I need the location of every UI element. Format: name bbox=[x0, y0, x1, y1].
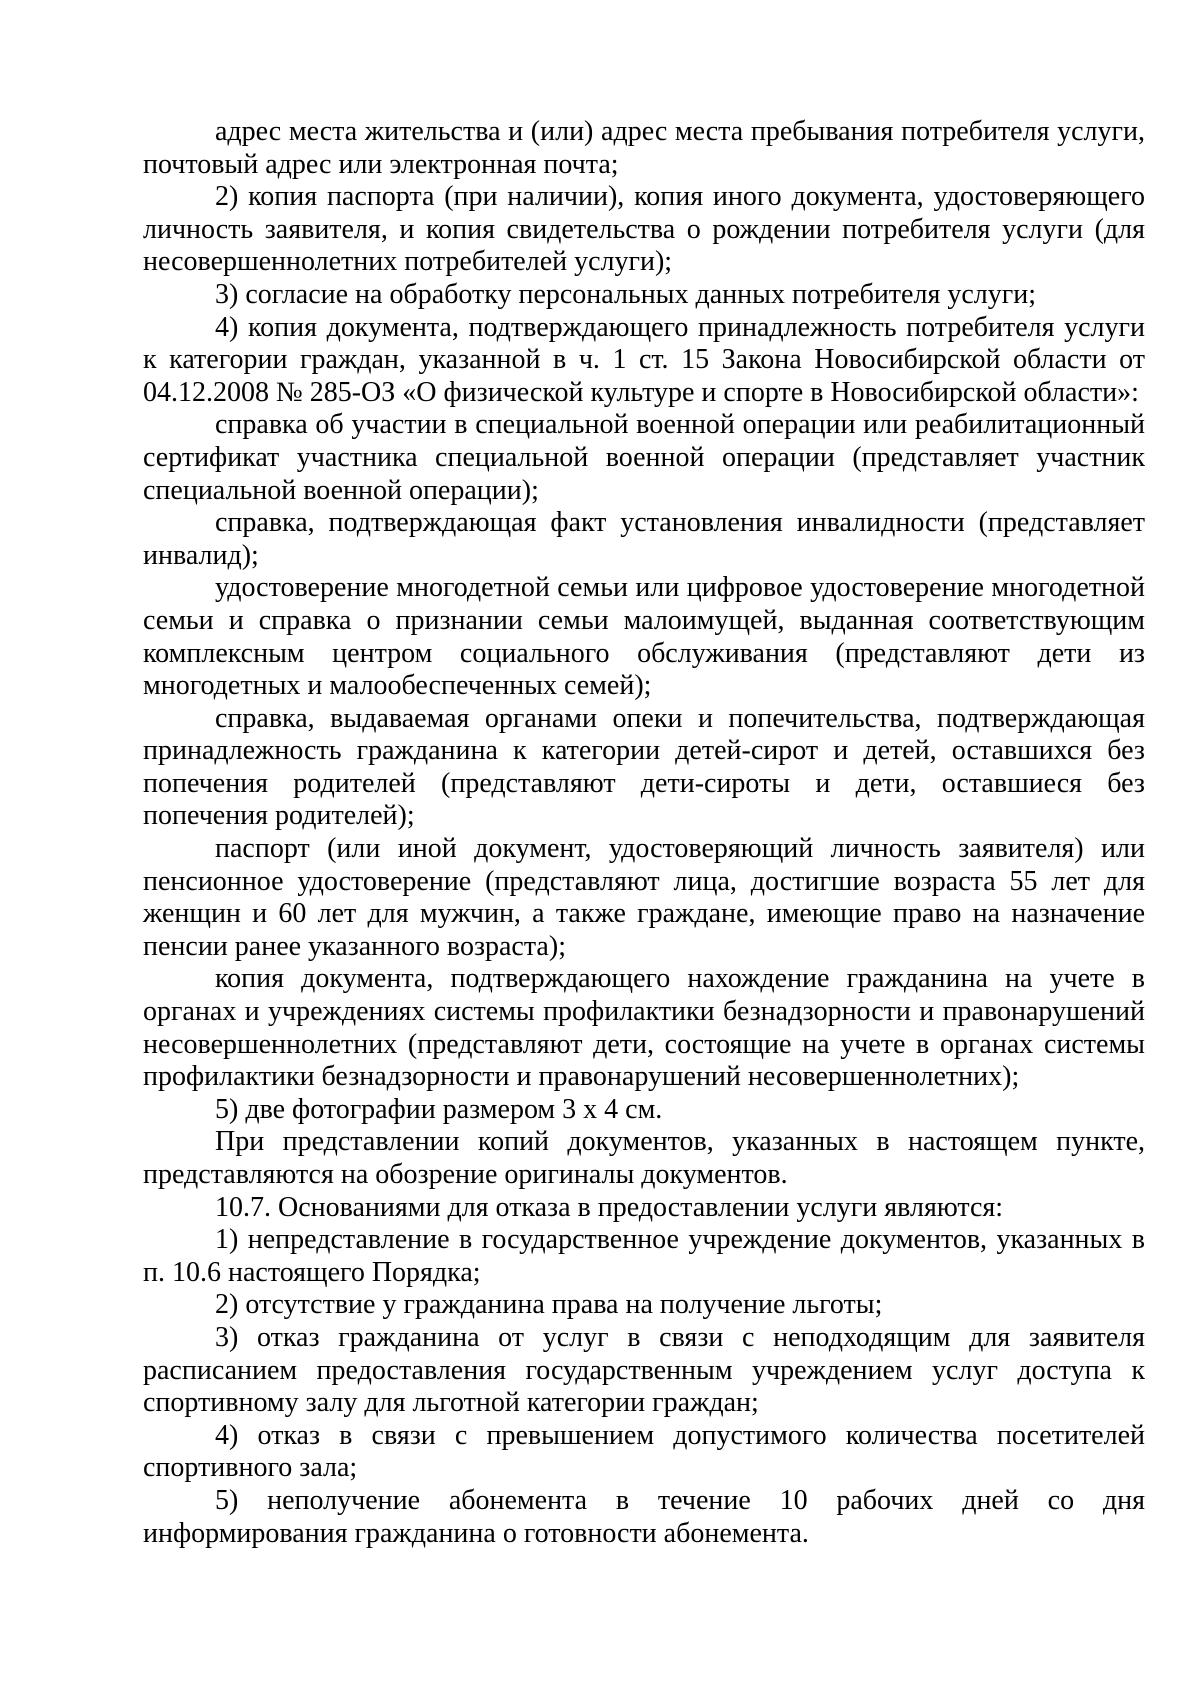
paragraph-item-4-category-document: 4) копия документа, подтверждающего принадлежность потребителя услуги к категории граждан, указанной в ч. 1 ст. 15 Закона Новосибирской области от 04.12.2008 № 285-ОЗ «О физической культуре и спорте в Новосибирской области»: bbox=[143, 311, 1145, 408]
paragraph-refusal-item-5: 5) неполучение абонемента в течение 10 рабочих дней со дня информирования гражданина о готовности абонемента. bbox=[143, 1484, 1145, 1549]
paragraph-item-2-passport-copy: 2) копия паспорта (при наличии), копия иного документа, удостоверяющего личность заявителя, и копия свидетельства о рождении потребителя услуги (для несовершеннолетних потребителей услуги); bbox=[143, 181, 1145, 278]
paragraph-residence-address: адрес места жительства и (или) адрес места пребывания потребителя услуги, почтовый адрес или электронная почта; bbox=[143, 116, 1145, 180]
paragraph-disability-certificate: справка, подтверждающая факт установления инвалидности (представляет инвалид); bbox=[143, 507, 1145, 571]
paragraph-guardianship-certificate: справка, выдаваемая органами опеки и попечительства, подтверждающая принадлежность гражданина к категории детей-сирот и детей, оставшихся без попечения родителей (представляют дети-сироты и дети, оставшиеся без попечения родителей); bbox=[143, 702, 1145, 832]
paragraph-refusal-item-3: 3) отказ гражданина от услуг в связи с неподходящим для заявителя расписанием предоставления государственным учреждением услуг доступа к спортивному залу для льготной категории граждан; bbox=[143, 1321, 1145, 1419]
paragraph-refusal-item-1: 1) непредставление в государственное учреждение документов, указанных в п. 10.6 настоящего Порядка; bbox=[143, 1224, 1145, 1288]
paragraph-pension-certificate: паспорт (или иной документ, удостоверяющий личность заявителя) или пенсионное удостоверение (представляют лица, достигшие возраста 55 лет для женщин и 60 лет для мужчин, а также граждане, имеющие право на назначение пенсии ранее указанного возраста); bbox=[143, 833, 1145, 962]
paragraph-refusal-item-2: 2) отсутствие у гражданина права на получение льготы; bbox=[215, 1289, 883, 1321]
paragraph-large-family-certificate: удостоверение многодетной семьи или цифровое удостоверение многодетной семьи и справка о признании семьи малоимущей, выданная соответствующим комплексным центром социального обслуживания (представляют дети из многодетных и малообеспеченных семей); bbox=[143, 572, 1145, 702]
paragraph-section-10-7-heading: 10.7. Основаниями для отказа в предоставлении услуги являются: bbox=[215, 1191, 1004, 1223]
document-body bbox=[143, 116, 1145, 1550]
paragraph-svo-certificate: справка об участии в специальной военной операции или реабилитационный сертификат участника специальной военной операции (представляет участник специальной военной операции); bbox=[143, 409, 1145, 506]
paragraph-prevention-registration: копия документа, подтверждающего нахождение гражданина на учете в органах и учреждениях системы профилактики безнадзорности и правонарушений несовершеннолетних (представляют дети, состоящие на учете в органах системы профилактики безнадзорности и правонарушений несовершеннолетних); bbox=[143, 963, 1145, 1093]
paragraph-item-3-consent: 3) согласие на обработку персональных данных потребителя услуги; bbox=[215, 278, 1036, 310]
paragraph-originals-presentation: При представлении копий документов, указанных в настоящем пункте, представляются на обозрение оригиналы документов. bbox=[143, 1126, 1145, 1190]
paragraph-item-5-photos: 5) две фотографии размером 3 х 4 см. bbox=[215, 1093, 663, 1125]
paragraph-refusal-item-4: 4) отказ в связи с превышением допустимого количества посетителей спортивного зала; bbox=[143, 1419, 1145, 1484]
